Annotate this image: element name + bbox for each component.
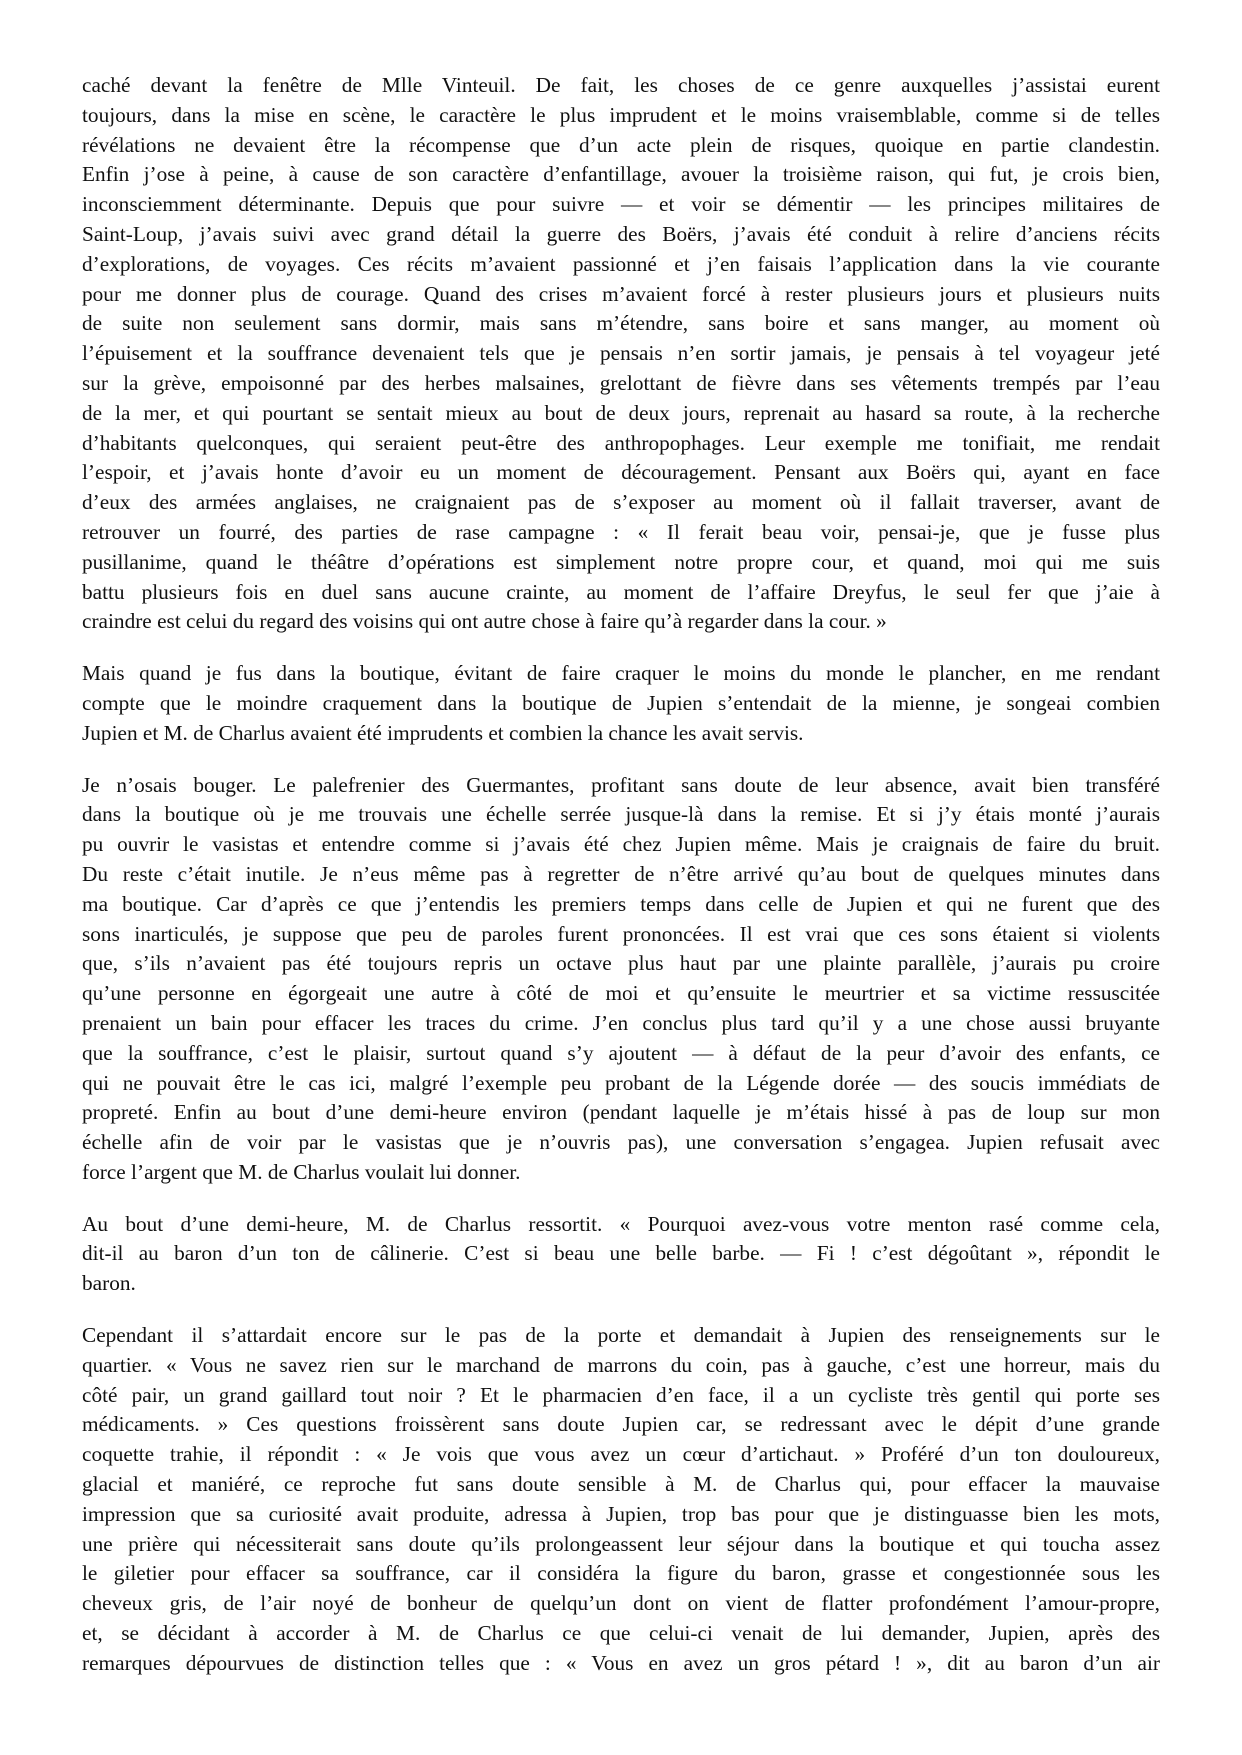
text-line: impression que sa curiosité avait produite, adressa à Jupien, trop bas pour que je distinguasse bien les mots,: [82, 1501, 1160, 1526]
text-line: Mais quand je fus dans la boutique, évitant de faire craquer le moins du monde le plancher, en me rendant: [82, 661, 1160, 686]
text-line: l’espoir, et j’avais honte d’avoir eu un moment de découragement. Pensant aux Boërs qui, ayant en face: [82, 460, 1160, 485]
text-line: baron.: [82, 1271, 136, 1296]
text-line: qu’une personne en égorgeait une autre à côté de moi et qu’ensuite le meurtrier et sa victime ressuscitée: [82, 981, 1160, 1006]
text-line: Je n’osais bouger. Le palefrenier des Guermantes, profitant sans doute de leur absence, avait bien transféré: [82, 772, 1160, 797]
text-line: et, se décidant à accorder à M. de Charlus ce que celui-ci venait de lui demander, Jupien, après des: [82, 1621, 1160, 1646]
text-line: prenaient un bain pour effacer les traces du crime. J’en conclus plus tard qu’il y a une chose aussi bruyante: [82, 1010, 1160, 1035]
text-line: d’eux des armées anglaises, ne craignaient pas de s’exposer au moment où il fallait traverser, avant de: [82, 490, 1160, 515]
text-line: toujours, dans la mise en scène, le caractère le plus imprudent et le moins vraisemblable, comme si de telles: [82, 102, 1160, 127]
text-line: pu ouvrir le vasistas et entendre comme si j’avais été chez Jupien même. Mais je craignais de faire du bruit.: [82, 832, 1160, 857]
text-line: quartier. « Vous ne savez rien sur le marchand de marrons du coin, pas à gauche, c’est une horreur, mais du: [82, 1352, 1160, 1377]
text-line: retrouver un fourré, des parties de rase campagne : « Il ferait beau voir, pensai-je, que je fusse plus: [82, 519, 1160, 544]
text-line: inconsciemment déterminante. Depuis que pour suivre — et voir se démentir — les principes militaires de: [82, 192, 1160, 217]
paragraph: [82, 71, 1160, 637]
text-line: cheveux gris, de l’air noyé de bonheur de quelqu’un dont on vient de flatter profondément l’amour-propre,: [82, 1591, 1160, 1616]
text-line: côté pair, un grand gaillard tout noir ? Et le pharmacien d’en face, il a un cycliste très gentil qui porte ses: [82, 1382, 1160, 1407]
text-line: une prière qui nécessiterait sans doute qu’ils prolongeassent leur séjour dans la boutique et qui toucha assez: [82, 1531, 1160, 1556]
text-line: pour me donner plus de courage. Quand des crises m’avaient forcé à rester plusieurs jours et plusieurs nuits: [82, 281, 1160, 306]
text-line: d’explorations, de voyages. Ces récits m’avaient passionné et j’en faisais l’application dans la vie courante: [82, 251, 1160, 276]
text-line: caché devant la fenêtre de Mlle Vinteuil. De fait, les choses de ce genre auxquelles j’assistai eurent: [82, 73, 1160, 97]
paragraph: [82, 659, 1160, 748]
paragraph: [82, 1321, 1160, 1679]
text-line: révélations ne devaient être la récompense que d’un acte plein de risques, quoique en partie clandestin.: [82, 132, 1160, 157]
text-line: Au bout d’une demi-heure, M. de Charlus ressortit. « Pourquoi avez-vous votre menton rasé comme cela,: [82, 1211, 1160, 1236]
text-line: de suite non seulement sans dormir, mais sans m’étendre, sans boire et sans manger, au moment où: [82, 311, 1160, 336]
text-line: le giletier pour effacer sa souffrance, car il considéra la figure du baron, grasse et congestionnée sous les: [82, 1561, 1160, 1586]
text-line: sons inarticulés, je suppose que peu de paroles furent prononcées. Il est vrai que ces sons étaient si violents: [82, 921, 1160, 946]
text-line: que, s’ils n’avaient pas été toujours repris un octave plus haut par une plainte parallèle, j’aurais pu croire: [82, 951, 1160, 976]
text-line: d’habitants quelconques, qui seraient peut-être des anthropophages. Leur exemple me tonifiait, me rendait: [82, 430, 1160, 455]
text-line: remarques dépourvues de distinction telles que : « Vous en avez un gros pétard ! », dit au baron d’un air: [82, 1650, 1160, 1675]
text-line: coquette trahie, il répondit : « Je vois que vous avez un cœur d’artichaut. » Proféré d’un ton douloureux,: [82, 1442, 1160, 1467]
text-line: Enfin j’ose à peine, à cause de son caractère d’enfantillage, avouer la troisième raison, qui fut, je crois bien,: [82, 162, 1160, 187]
text-line: battu plusieurs fois en duel sans aucune crainte, au moment de l’affaire Dreyfus, le seul fer que j’aie à: [82, 579, 1160, 604]
text-line: force l’argent que M. de Charlus voulait lui donner.: [82, 1159, 521, 1184]
text-line: propreté. Enfin au bout d’une demi-heure environ (pendant laquelle je m’étais hissé à pas de loup sur mon: [82, 1100, 1160, 1125]
text-line: glacial et maniéré, ce reproche fut sans doute sensible à M. de Charlus qui, pour effacer la mauvaise: [82, 1472, 1160, 1497]
text-line: sur la grève, empoisonné par des herbes malsaines, grelottant de fièvre dans ses vêtements trempés par l’eau: [82, 370, 1160, 395]
text-line: dans la boutique où je me trouvais une échelle serrée jusque-là dans la remise. Et si j’y étais monté j’aurais: [82, 802, 1160, 827]
text-line: médicaments. » Ces questions froissèrent sans doute Jupien car, se redressant avec le dépit d’une grande: [82, 1412, 1160, 1437]
text-line: que la souffrance, c’est le plaisir, surtout quand s’y ajoutent — à défaut de la peur d’avoir des enfants, ce: [82, 1040, 1160, 1065]
text-line: dit-il au baron d’un ton de câlinerie. C’est si beau une belle barbe. — Fi ! c’est dégoûtant », répondit le: [82, 1241, 1160, 1266]
text-line: Cependant il s’attardait encore sur le pas de la porte et demandait à Jupien des renseignements sur le: [82, 1323, 1160, 1348]
text-line: échelle afin de voir par le vasistas que je n’ouvris pas), une conversation s’engagea. Jupien refusait avec: [82, 1130, 1160, 1155]
text-line: qui ne pouvait être le cas ici, malgré l’exemple peu probant de la Légende dorée — des soucis immédiats de: [82, 1070, 1160, 1095]
text-line: Jupien et M. de Charlus avaient été imprudents et combien la chance les avait servis.: [82, 720, 804, 745]
text-line: l’épuisement et la souffrance devenaient tels que je pensais n’en sortir jamais, je pensais à tel voyageur jeté: [82, 341, 1160, 366]
text-line: Saint-Loup, j’avais suivi avec grand détail la guerre des Boërs, j’avais été conduit à relire d’anciens récits: [82, 221, 1160, 246]
text-line: compte que le moindre craquement dans la boutique de Jupien s’entendait de la mienne, je songeai combien: [82, 690, 1160, 715]
text-line: craindre est celui du regard des voisins qui ont autre chose à faire qu’à regarder dans la cour. »: [82, 609, 887, 634]
text-line: pusillanime, quand le théâtre d’opérations est simplement notre propre cour, et quand, moi qui me suis: [82, 549, 1160, 574]
text-line: Du reste c’était inutile. Je n’eus même pas à regretter de n’être arrivé qu’au bout de quelques minutes dans: [82, 861, 1160, 886]
document-page: [82, 71, 1160, 1701]
text-line: de la mer, et qui pourtant se sentait mieux au bout de deux jours, reprenait au hasard sa route, à la recherche: [82, 400, 1160, 425]
text-line: ma boutique. Car d’après ce que j’entendis les premiers temps dans celle de Jupien et qui ne furent que des: [82, 891, 1160, 916]
paragraph: [82, 1210, 1160, 1299]
paragraph: [82, 771, 1160, 1188]
